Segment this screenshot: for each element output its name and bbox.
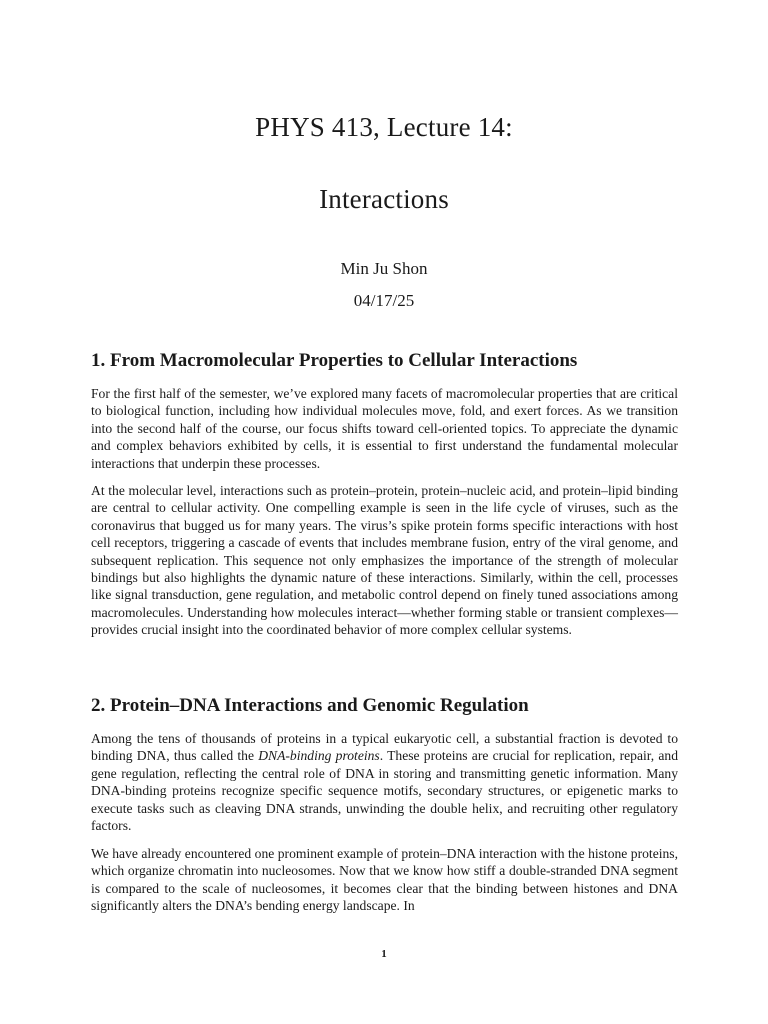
paragraph-text: Among the tens of thousands of proteins in a typical eukaryotic cell, a substantial fraction is devoted to binding DNA, thus called the — [91, 731, 678, 764]
section-2-paragraph-1 — [91, 730, 678, 834]
emphasized-term: DNA-binding proteins — [258, 748, 380, 764]
section-1-heading: 1. From Macromolecular Properties to Cellular Interactions — [91, 350, 578, 371]
lecture-date: 04/17/25 — [353, 291, 415, 310]
paragraph-text: . These proteins are crucial for replication, repair, and gene regulation, reflecting the central role of DNA in storing and transmitting genetic information. Many DNA-binding proteins recognize specific sequence motifs, secondary structures, or epigenetic marks to execute tasks such as cleaving DNA strands, unwinding the double helix, and recruiting other regulatory factors. — [91, 748, 678, 834]
section-1-paragraph-1: For the first half of the semester, we’ve explored many facets of macromolecular properties that are critical to biological function, including how individual molecules move, fold, and exert forces. As we transition into the second half of the course, our focus shifts toward cell-oriented topics. To appreciate the dynamic and complex behaviors exhibited by cells, it is essential to first understand the fundamental molecular interactions that underpin these processes. — [91, 386, 678, 471]
document-title-line1: PHYS 413, Lecture 14: — [255, 112, 513, 142]
page-number: 1 — [381, 948, 387, 960]
section-1-paragraph-2: At the molecular level, interactions such as protein–protein, protein–nucleic acid, and protein–lipid binding are central to cellular activity. One compelling example is seen in the life cycle of viruses, such as the coronavirus that bugged us for many years. The virus’s spike protein forms specific interactions with host cell receptors, triggering a cascade of events that includes membrane fusion, entry of the viral genome, and subsequent replication. This sequence not only emphasizes the importance of the strength of molecular bindings but also highlights the dynamic nature of these interactions. Similarly, within the cell, processes like signal transduction, gene regulation, and metabolic control depend on finely tuned associations among macromolecules. Understanding how molecules interact—whether forming stable or transient complexes—provides crucial insight into the coordinated behavior of more complex cellular systems. — [91, 483, 678, 638]
section-2-heading: 2. Protein–DNA Interactions and Genomic Regulation — [91, 695, 529, 716]
document-title-line2: Interactions — [319, 184, 449, 214]
section-2-paragraph-2: We have already encountered one prominent example of protein–DNA interaction with the histone proteins, which organize chromatin into nucleosomes. Now that we know how stiff a double-stranded DNA segment is compared to the scale of nucleosomes, it becomes clear that the binding between histones and DNA significantly alters the DNA’s bending energy landscape. In — [91, 846, 678, 914]
author-name: Min Ju Shon — [340, 259, 428, 278]
